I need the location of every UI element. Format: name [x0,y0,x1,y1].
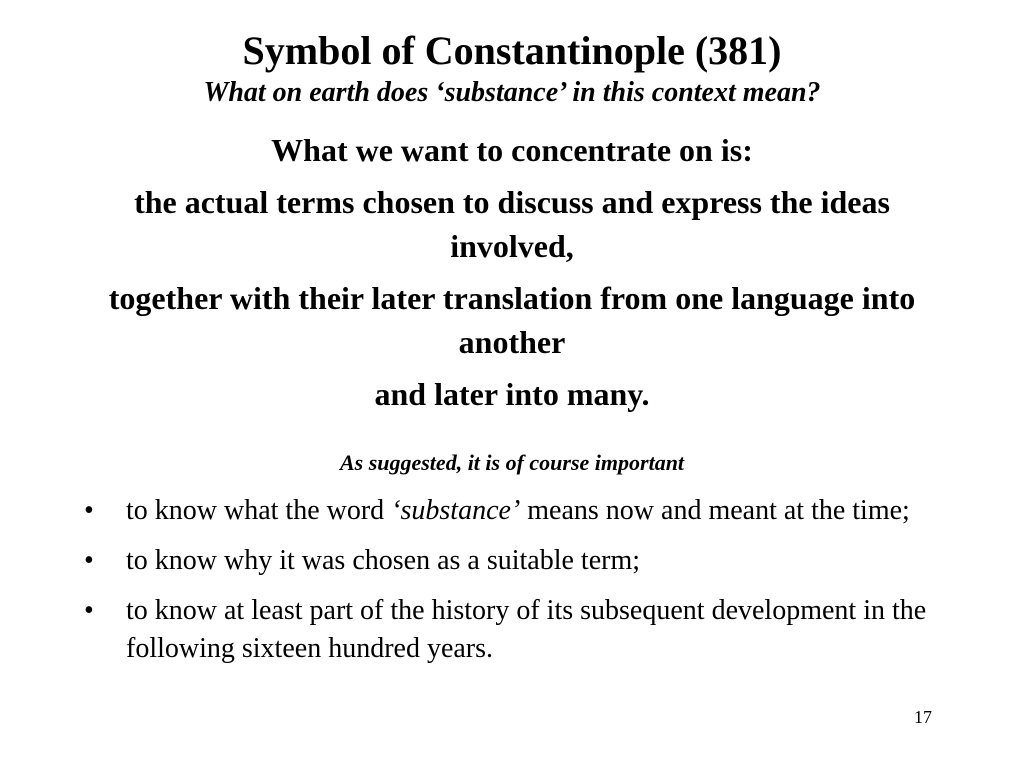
slide-subtitle: What on earth does ‘substance’ in this context mean? [203,77,821,108]
page-number: 17 [914,707,932,727]
main-statement [70,128,954,416]
bullet-text: to know at least part of the history of its subsequent development in the following sixteen hundred years. [126,595,927,664]
bullet-text-after: means now and meant at the time; [520,495,910,526]
bullet-text: to know why it was chosen as a suitable term; [126,545,641,576]
bullet-dot-icon: • [84,595,94,626]
bullet-text-before: to know what the word [126,495,392,526]
bullet-lead-in: As suggested, it is of course important [339,450,685,475]
bullet-emphasis-term: ‘substance’ [391,495,521,526]
statement-line-1: What we want to concentrate on is: [271,132,753,168]
bullet-dot-icon: • [84,495,94,526]
bullet-item [80,592,950,668]
slide-title: Symbol of Constantinople (381) [242,28,782,73]
bullet-item [80,542,950,580]
statement-line-2: the actual terms chosen to discuss and express the ideas involved, [134,184,890,264]
statement-line-3: together with their later translation from one language into another [108,280,916,360]
bullet-list [80,492,950,680]
bullet-dot-icon: • [84,545,94,576]
bullet-item [80,492,950,530]
statement-line-4: and later into many. [374,376,650,412]
